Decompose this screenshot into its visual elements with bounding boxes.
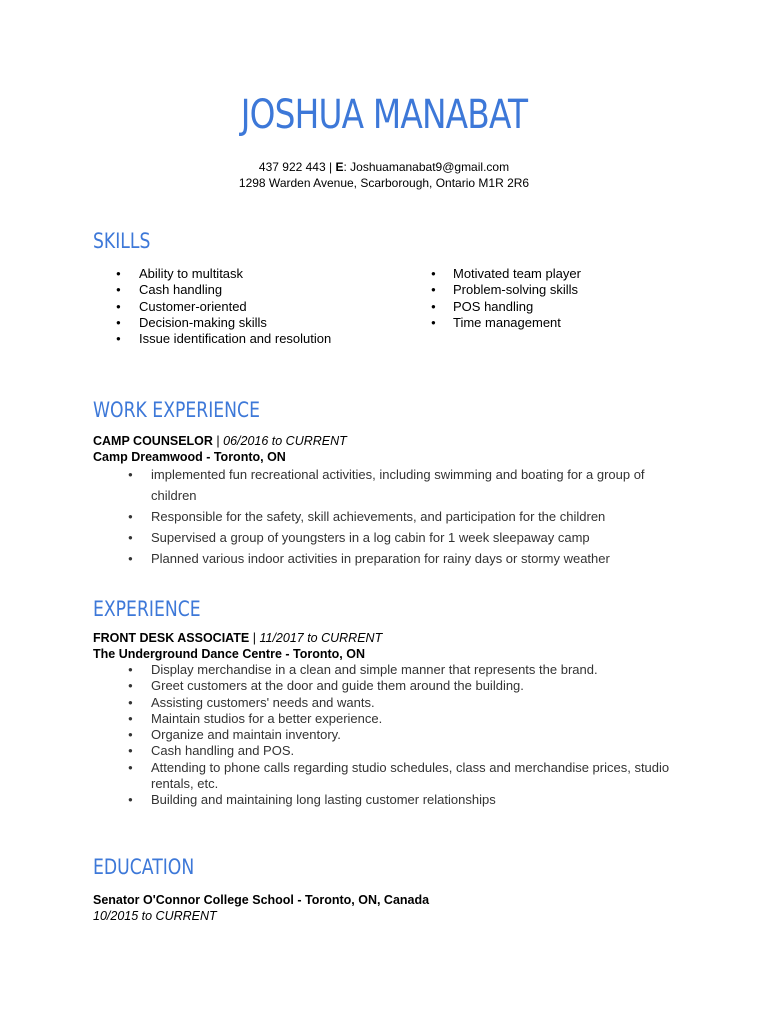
- skills-heading: SKILLS: [93, 229, 151, 253]
- education-heading: EDUCATION: [93, 855, 195, 879]
- skill-item: ● Decision-making skills: [139, 315, 331, 331]
- duty-item: ● Assisting customers' needs and wants.: [151, 695, 691, 711]
- address-line: 1298 Warden Avenue, Scarborough, Ontario M1R 2R6: [238, 176, 530, 190]
- job-title-line: [93, 434, 347, 448]
- education-dates: 10/2015 to CURRENT: [93, 909, 217, 923]
- candidate-name: JOSHUA MANABAT: [240, 92, 528, 138]
- experience-duties-list: [151, 662, 691, 809]
- skill-item: ● Motivated team player: [453, 266, 581, 282]
- duty-item: ● implemented fun recreational activities, including swimming and boating for a group of children: [151, 464, 691, 506]
- duty-item: ● Greet customers at the door and guide them around the building.: [151, 678, 691, 694]
- duty-item: ● Maintain studios for a better experience.: [151, 711, 691, 727]
- contact-line: [0, 160, 768, 174]
- skill-item: ● POS handling: [453, 299, 581, 315]
- separator: |: [212, 434, 224, 448]
- job-title-line: [93, 631, 382, 645]
- work-duties-list: [151, 464, 691, 569]
- skills-list-left: [139, 266, 331, 347]
- email-label: E: [335, 160, 344, 174]
- skill-item: ● Problem-solving skills: [453, 282, 581, 298]
- work-experience-heading: WORK EXPERIENCE: [93, 398, 260, 422]
- duty-item: ● Building and maintaining long lasting customer relationships: [151, 792, 691, 808]
- experience-heading: EXPERIENCE: [93, 597, 201, 621]
- duty-item: ● Planned various indoor activities in preparation for rainy days or stormy weather: [151, 548, 691, 569]
- skill-item: ● Customer-oriented: [139, 299, 331, 315]
- skills-list-right: [453, 266, 581, 331]
- employer: Camp Dreamwood - Toronto, ON: [93, 450, 286, 464]
- skill-item: ● Time management: [453, 315, 581, 331]
- duty-item: ● Display merchandise in a clean and simple manner that represents the brand.: [151, 662, 691, 678]
- phone-number: 437 922 443: [258, 160, 326, 174]
- colon: :: [343, 160, 351, 174]
- school-name: Senator O'Connor College School - Toronto, ON, Canada: [93, 893, 430, 907]
- separator: |: [329, 160, 336, 174]
- duty-item: ● Responsible for the safety, skill achievements, and participation for the children: [151, 506, 691, 527]
- duty-item: ● Supervised a group of youngsters in a log cabin for 1 week sleepaway camp: [151, 527, 691, 548]
- duty-item: ● Organize and maintain inventory.: [151, 727, 691, 743]
- job-title: CAMP COUNSELOR: [93, 434, 213, 448]
- skill-item: ● Issue identification and resolution: [139, 331, 331, 347]
- skill-item: ● Ability to multitask: [139, 266, 331, 282]
- job-dates: 06/2016 to CURRENT: [223, 434, 347, 448]
- duty-item: ● Cash handling and POS.: [151, 743, 691, 759]
- skill-item: ● Cash handling: [139, 282, 331, 298]
- employer: The Underground Dance Centre - Toronto, ON: [93, 647, 365, 661]
- job-dates: 11/2017 to CURRENT: [259, 631, 383, 645]
- duty-item: ● Attending to phone calls regarding studio schedules, class and merchandise prices, studio rentals, etc.: [151, 760, 691, 793]
- separator: |: [249, 631, 260, 645]
- job-title: FRONT DESK ASSOCIATE: [93, 631, 250, 645]
- email-address: Joshuamanabat9@gmail.com: [350, 160, 510, 174]
